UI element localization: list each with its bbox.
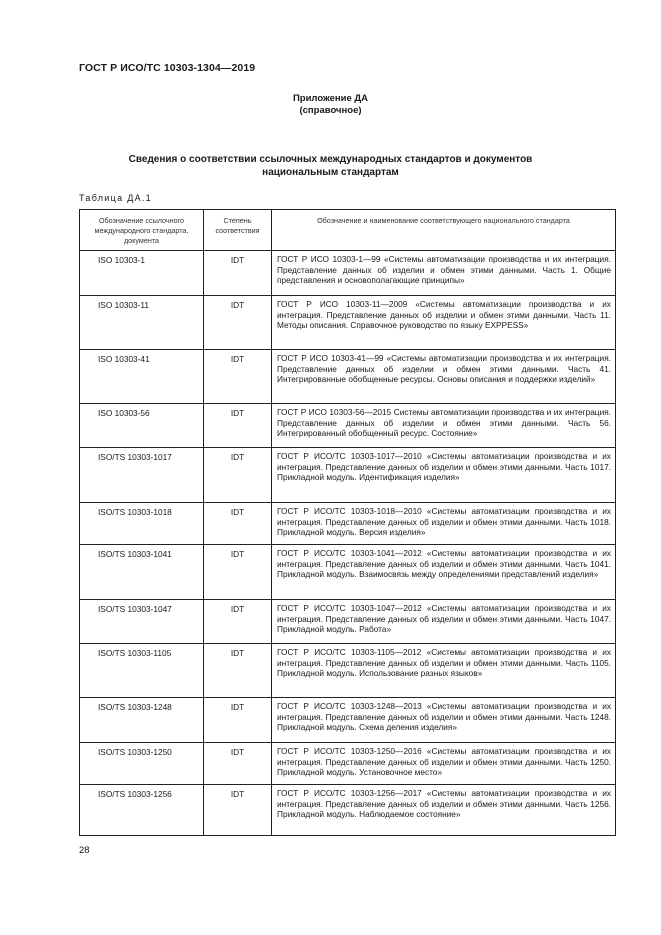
table-row <box>80 350 616 404</box>
table-body <box>80 251 616 836</box>
appendix-heading <box>0 93 661 117</box>
degree-cell: IDT <box>204 448 272 503</box>
national-standard-cell: ГОСТ Р ИСО/ТС 10303-1248—2013 «Системы автоматизации производства и их интеграция. Представление данных об изделии и обмен этими данными. Часть 1248. Прикладной модуль. Схема деления изделия» <box>272 698 616 743</box>
document-code: ГОСТ Р ИСО/ТС 10303-1304—2019 <box>79 62 256 74</box>
table-header-row <box>80 210 616 251</box>
reference-standard-cell: ISO/TS 10303-1105 <box>80 644 204 698</box>
reference-standard-cell: ISO/TS 10303-1250 <box>80 743 204 785</box>
degree-cell: IDT <box>204 503 272 545</box>
reference-standard-cell: ISO 10303-11 <box>80 296 204 350</box>
header-national-standard: Обозначение и наименование соответствующего национального стандарта <box>272 210 616 251</box>
national-standard-cell: ГОСТ Р ИСО/ТС 10303-1018—2010 «Системы автоматизации производства и их интеграция. Представление данных об изделии и обмен этими данными. Часть 1018. Прикладной модуль. Версия изделия» <box>272 503 616 545</box>
reference-standard-cell: ISO/TS 10303-1248 <box>80 698 204 743</box>
table-row <box>80 448 616 503</box>
national-standard-cell: ГОСТ Р ИСО 10303-1—99 «Системы автоматизации производства и их интеграция. Представление данных об изделии и обмен этими данными. Часть 1. Общие представления и основополагающие принципы» <box>272 251 616 296</box>
appendix-title: Приложение ДА <box>292 93 369 104</box>
section-title-line-2: национальным стандартам <box>262 167 399 178</box>
table-row <box>80 698 616 743</box>
header-reference-standard: Обозначение ссылочного международного стандарта, документа <box>80 210 204 251</box>
page-number: 28 <box>79 845 90 856</box>
reference-standard-cell: ISO/TS 10303-1041 <box>80 545 204 600</box>
correspondence-table <box>79 209 616 836</box>
table-row <box>80 545 616 600</box>
section-title-line-1: Сведения о соответствии ссылочных международных стандартов и документов <box>128 154 533 165</box>
reference-standard-cell: ISO/TS 10303-1256 <box>80 785 204 836</box>
table-row <box>80 503 616 545</box>
section-title <box>0 153 661 179</box>
table-row <box>80 644 616 698</box>
degree-cell: IDT <box>204 251 272 296</box>
reference-standard-cell: ISO/TS 10303-1018 <box>80 503 204 545</box>
degree-cell: IDT <box>204 644 272 698</box>
reference-standard-cell: ISO 10303-56 <box>80 404 204 448</box>
national-standard-cell: ГОСТ Р ИСО/ТС 10303-1017—2010 «Системы автоматизации производства и их интеграция. Представление данных об изделии и обмен этими данными. Часть 1017. Прикладной модуль. Идентификация изделия» <box>272 448 616 503</box>
reference-standard-cell: ISO 10303-1 <box>80 251 204 296</box>
degree-cell: IDT <box>204 698 272 743</box>
degree-cell: IDT <box>204 785 272 836</box>
table-row <box>80 251 616 296</box>
degree-cell: IDT <box>204 600 272 644</box>
header-degree-of-correspondence: Степень соответствия <box>204 210 272 251</box>
degree-cell: IDT <box>204 743 272 785</box>
degree-cell: IDT <box>204 296 272 350</box>
degree-cell: IDT <box>204 404 272 448</box>
national-standard-cell: ГОСТ Р ИСО/ТС 10303-1250—2016 «Системы автоматизации производства и их интеграция. Представление данных об изделии и обмен этими данными. Часть 1250. Прикладной модуль. Установочное место» <box>272 743 616 785</box>
degree-cell: IDT <box>204 350 272 404</box>
national-standard-cell: ГОСТ Р ИСО/ТС 10303-1041—2012 «Системы автоматизации производства и их интеграция. Представление данных об изделии и обмен этими данными. Часть 1041. Прикладной модуль. Взаимосвязь между определениями представлений изделия» <box>272 545 616 600</box>
table-row <box>80 743 616 785</box>
reference-standard-cell: ISO 10303-41 <box>80 350 204 404</box>
reference-standard-cell: ISO/TS 10303-1047 <box>80 600 204 644</box>
table-row <box>80 404 616 448</box>
table-caption: Таблица ДА.1 <box>79 193 152 203</box>
national-standard-cell: ГОСТ Р ИСО/ТС 10303-1105—2012 «Системы автоматизации производства и их интеграция. Представление данных об изделии и обмен этими данными. Часть 1105. Прикладной модуль. Использование разных языков» <box>272 644 616 698</box>
national-standard-cell: ГОСТ Р ИСО 10303-56—2015 Системы автоматизации производства и их интеграция. Представление данных об изделии и обмен этими данными. Часть 56. Интегрированный обобщенный ресурс. Состояние» <box>272 404 616 448</box>
reference-standard-cell: ISO/TS 10303-1017 <box>80 448 204 503</box>
degree-cell: IDT <box>204 545 272 600</box>
appendix-subtitle: (справочное) <box>299 105 362 116</box>
national-standard-cell: ГОСТ Р ИСО/ТС 10303-1047—2012 «Системы автоматизации производства и их интеграция. Представление данных об изделии и обмен этими данными. Часть 1047. Прикладной модуль. Работа» <box>272 600 616 644</box>
table-row <box>80 785 616 836</box>
table-row <box>80 600 616 644</box>
national-standard-cell: ГОСТ Р ИСО/ТС 10303-1256—2017 «Системы автоматизации производства и их интеграция. Представление данных об изделии и обмен этими данными. Часть 1256. Прикладной модуль. Наблюдаемое состояние» <box>272 785 616 836</box>
national-standard-cell: ГОСТ Р ИСО 10303-11—2009 «Системы автоматизации производства и их интеграция. Представление данных об изделии и обмен этими данными. Часть 11. Методы описания. Справочное руководство по языку EXPPESS» <box>272 296 616 350</box>
table-row <box>80 296 616 350</box>
national-standard-cell: ГОСТ Р ИСО 10303-41—99 «Системы автоматизации производства и их интеграция. Представление данных об изделии и обмен этими данными. Часть 41. Интегрированные обобщенные ресурсы. Основы описания и поддержки изделий» <box>272 350 616 404</box>
